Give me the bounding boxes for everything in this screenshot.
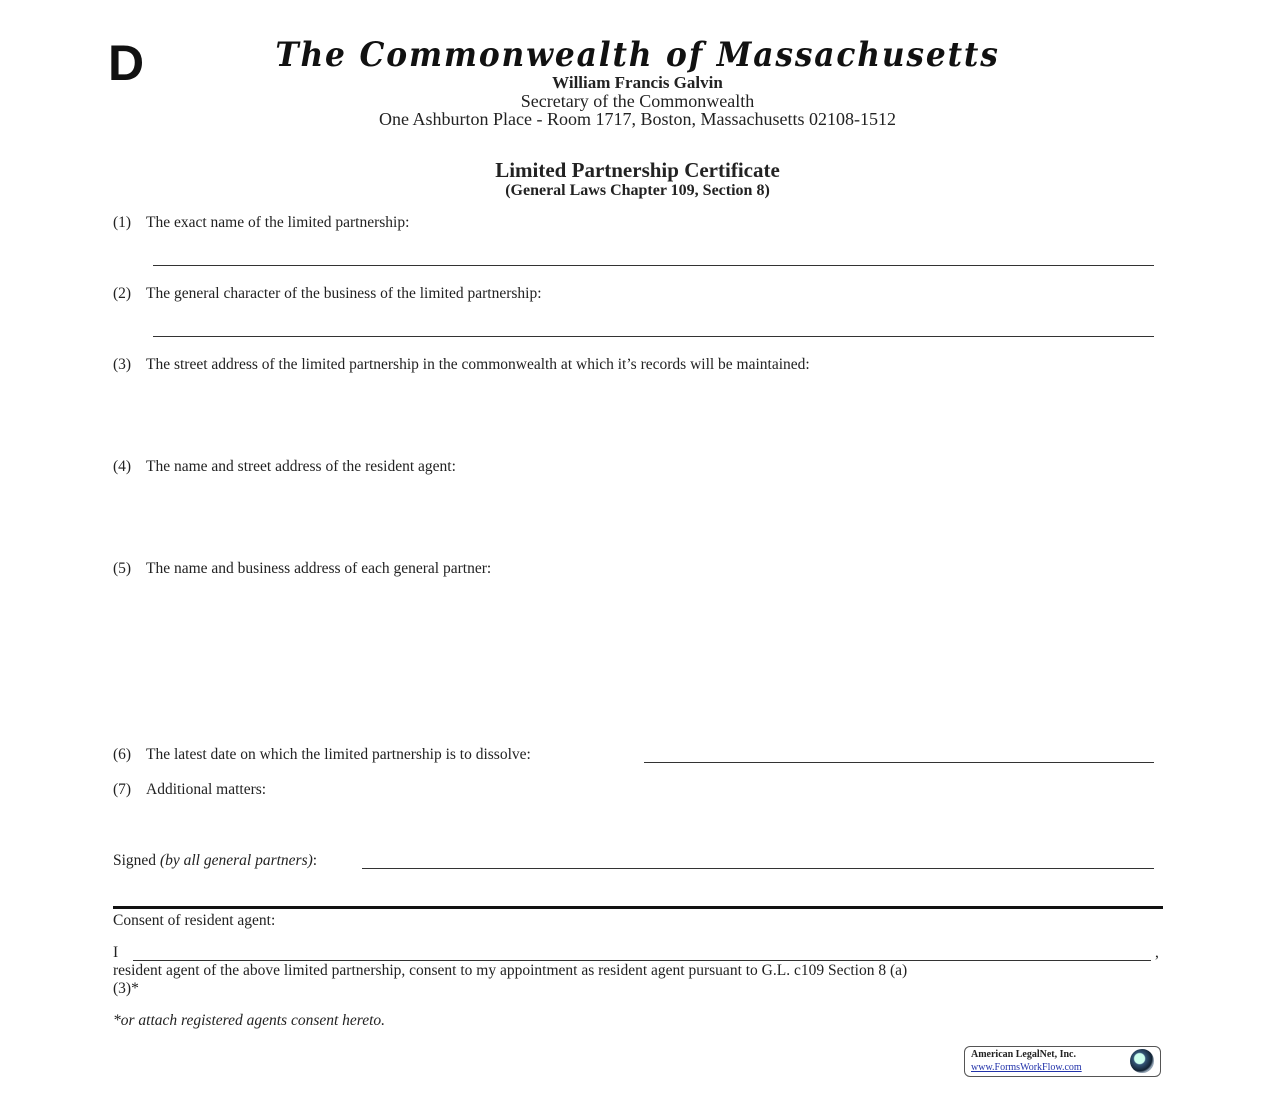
form-subtitle: (General Laws Chapter 109, Section 8) (505, 182, 770, 199)
company-name: American LegalNet, Inc. (971, 1049, 1076, 1060)
item-4 (113, 458, 456, 475)
item-number: (2) (113, 285, 132, 302)
commonwealth-title: The Commonwealth of Massachusetts (275, 35, 1000, 75)
item-number: (5) (113, 560, 132, 577)
agent-name-field[interactable] (133, 944, 1151, 961)
resident-agent-field[interactable] (146, 480, 1160, 559)
signature-field[interactable] (362, 852, 1154, 869)
additional-matters-field[interactable] (146, 803, 1160, 847)
item-label: Additional matters: (146, 781, 267, 798)
item-label: The general character of the business of the limited partnership: (146, 285, 542, 302)
business-character-field[interactable] (153, 320, 1154, 337)
consent-heading: Consent of resident agent: (113, 912, 276, 929)
secretary-title: Secretary of the Commonwealth (520, 91, 755, 111)
form-title: Limited Partnership Certificate (495, 158, 780, 182)
consent-text: resident agent of the above limited partnership, consent to my appointment as resident agent pursuant to G.L. c109 Section 8 (a) (113, 962, 908, 979)
item-number: (4) (113, 458, 132, 475)
item-5 (113, 560, 491, 577)
general-partners-field[interactable] (146, 582, 1160, 736)
item-number: (1) (113, 214, 132, 231)
globe-icon (1130, 1049, 1154, 1073)
american-legalnet-logo (964, 1046, 1161, 1077)
item-label: The latest date on which the limited partnership is to dissolve: (146, 746, 531, 763)
item-2 (113, 285, 542, 302)
consent-text-cont: (3)* (113, 980, 139, 997)
partnership-name-field[interactable] (153, 249, 1154, 266)
item-label: The name and business address of each general partner: (146, 560, 492, 577)
item-6 (113, 746, 531, 763)
consent-comma: , (1155, 944, 1159, 961)
signed-note: (by all general partners) (159, 852, 313, 869)
item-label: The street address of the limited partnership in the commonwealth at which it’s records will be maintained: (146, 356, 810, 373)
records-address-field[interactable] (146, 378, 1160, 457)
item-1 (113, 214, 409, 231)
form-letter: D (108, 35, 145, 91)
office-address: One Ashburton Place - Room 1717, Boston, Massachusetts 02108-1512 (379, 109, 896, 129)
consent-i-label: I (113, 944, 119, 961)
secretary-name: William Francis Galvin (552, 73, 723, 92)
dissolve-date-field[interactable] (644, 746, 1154, 763)
signed-label (113, 852, 317, 869)
divider (113, 906, 1163, 909)
item-number: (7) (113, 781, 132, 798)
signed-colon: : (312, 852, 318, 869)
item-3 (113, 356, 810, 373)
item-number: (6) (113, 746, 132, 763)
item-7 (113, 781, 266, 798)
signed-text: Signed (113, 852, 157, 869)
item-number: (3) (113, 356, 132, 373)
footnote: *or attach registered agents consent hereto. (113, 1012, 386, 1029)
item-label: The name and street address of the resident agent: (146, 458, 456, 475)
item-label: The exact name of the limited partnership: (146, 214, 410, 231)
company-url-link[interactable]: www.FormsWorkFlow.com (971, 1062, 1082, 1073)
